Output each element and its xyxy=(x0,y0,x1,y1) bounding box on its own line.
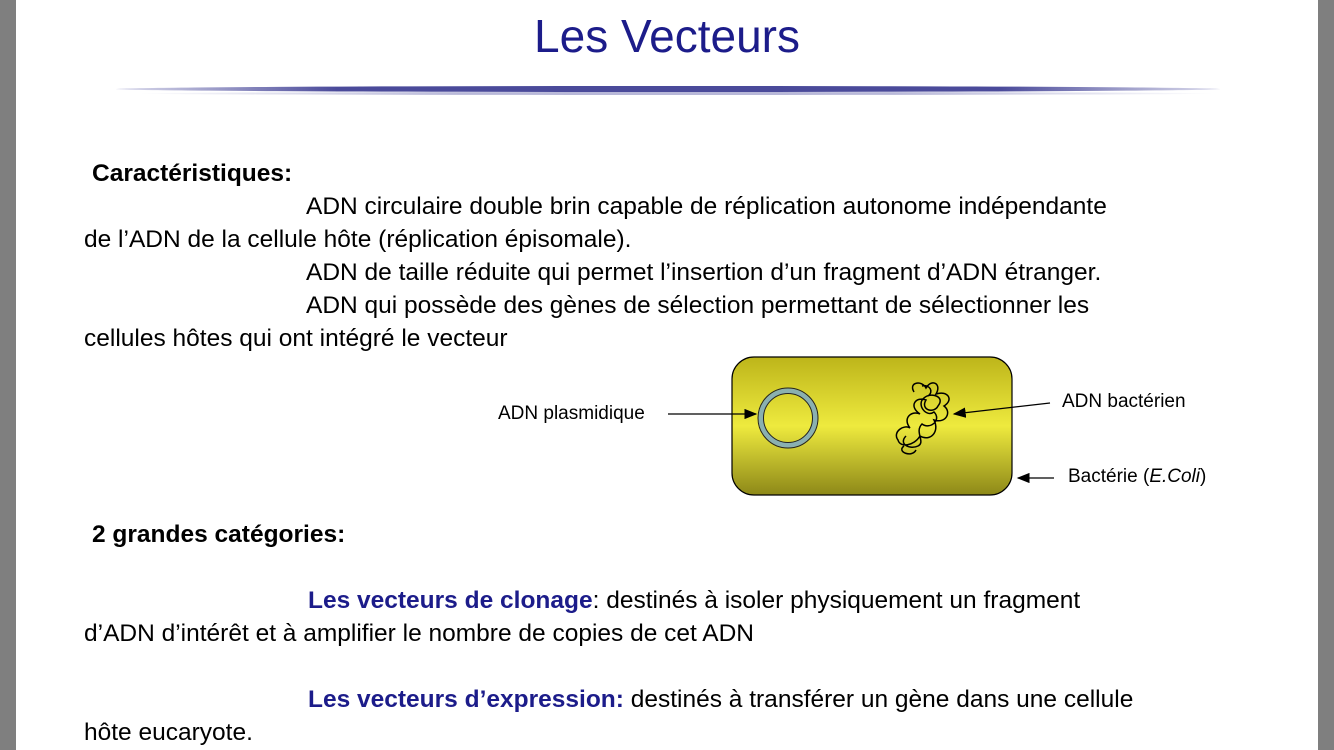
characteristic-3-line-1: ADN qui possède des gènes de sélection permettant de sélectionner les xyxy=(306,292,1090,319)
slide xyxy=(16,0,1318,750)
label-bacteria xyxy=(1068,465,1206,489)
slide-title: Les Vecteurs xyxy=(534,10,800,62)
expression-vectors-term: Les vecteurs d’expression: xyxy=(308,686,624,713)
cloning-vectors-description: : destinés à isoler physiquement un fragment xyxy=(592,587,1081,614)
label-bacteria-prefix: Bactérie ( xyxy=(1068,466,1150,487)
bacteria-cell xyxy=(732,357,1012,495)
characteristic-1-line-2: de l’ADN de la cellule hôte (réplication épisomale). xyxy=(84,226,632,253)
label-bacteria-species: E.Coli xyxy=(1149,466,1200,487)
expression-vectors-line-2: hôte eucaryote. xyxy=(84,719,253,746)
label-bacterial-dna: ADN bactérien xyxy=(1062,391,1186,412)
label-plasmid-dna: ADN plasmidique xyxy=(498,403,645,424)
characteristic-2: ADN de taille réduite qui permet l’insertion d’un fragment d’ADN étranger. xyxy=(306,259,1102,286)
categories-heading: 2 grandes catégories: xyxy=(92,521,346,548)
cloning-vectors-line-2: d’ADN d’intérêt et à amplifier le nombre de copies de cet ADN xyxy=(84,620,754,647)
label-bacteria-suffix: ) xyxy=(1200,466,1207,487)
expression-vectors-description: destinés à transférer un gène dans une cellule xyxy=(623,686,1134,713)
characteristic-3-line-2: cellules hôtes qui ont intégré le vecteur xyxy=(84,325,508,352)
cloning-vectors-term: Les vecteurs de clonage xyxy=(308,587,593,614)
expression-vectors-line-1 xyxy=(308,683,1133,716)
characteristic-1-line-1: ADN circulaire double brin capable de réplication autonome indépendante xyxy=(306,193,1107,220)
cloning-vectors-line-1 xyxy=(308,584,1080,617)
characteristics-heading: Caractéristiques: xyxy=(92,160,293,187)
